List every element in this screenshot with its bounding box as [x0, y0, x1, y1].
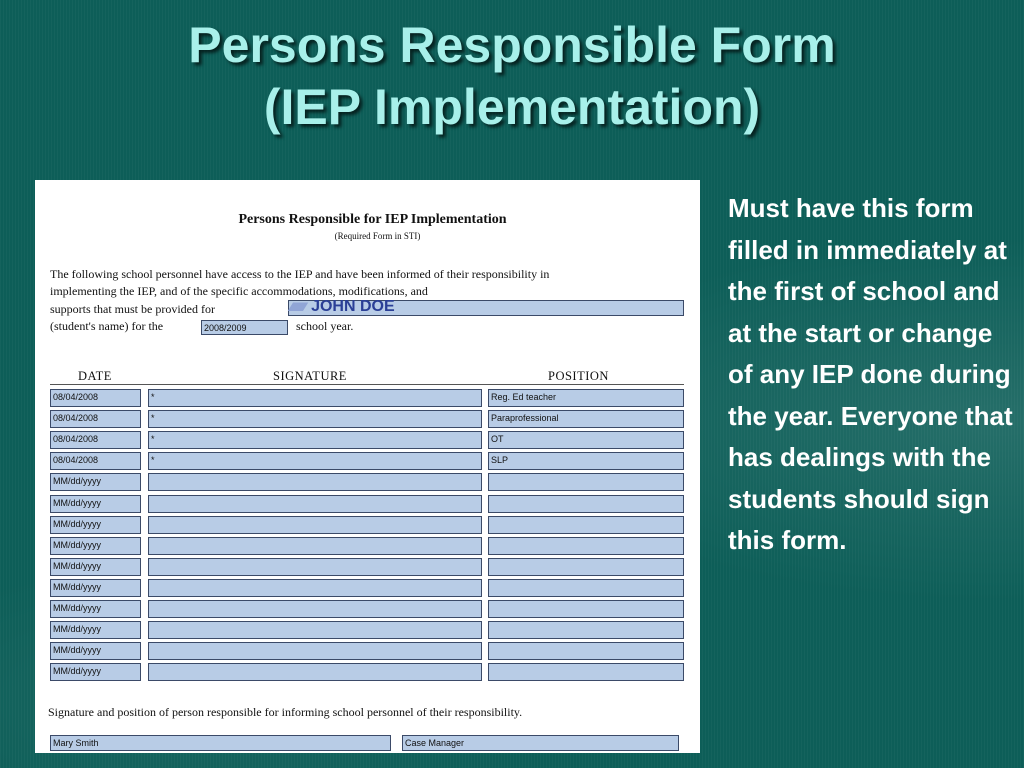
- side-note: Must have this form filled in immediately at the first of school and at the start or change of any IEP done during the year. Everyone that has dealings with the students should sign this form.: [728, 193, 1013, 555]
- intro-line-1: The following school personnel have access to the IEP and have been informed of their responsibility in: [50, 267, 550, 281]
- column-header-date: DATE: [78, 369, 112, 383]
- signature-field[interactable]: [148, 600, 482, 618]
- signature-field[interactable]: [148, 537, 482, 555]
- footer-note: Signature and position of person responsible for informing school personnel of their responsibility.: [48, 705, 523, 719]
- position-field[interactable]: [488, 579, 684, 597]
- slide-title-line-2: (IEP Implementation): [263, 79, 761, 135]
- column-header-signature: SIGNATURE: [273, 369, 347, 383]
- signature-field[interactable]: *: [148, 452, 482, 470]
- signature-field[interactable]: [148, 516, 482, 534]
- form-title: Persons Responsible for IEP Implementation: [238, 212, 507, 227]
- slide-title: [0, 14, 1024, 138]
- date-field[interactable]: MM/dd/yyyy: [50, 516, 141, 534]
- position-field[interactable]: [488, 537, 684, 555]
- date-field[interactable]: 08/04/2008: [50, 452, 141, 470]
- header-divider: [50, 384, 684, 385]
- slide-title-line-1: Persons Responsible Form: [188, 17, 836, 73]
- date-field[interactable]: MM/dd/yyyy: [50, 579, 141, 597]
- date-field[interactable]: MM/dd/yyyy: [50, 663, 141, 681]
- position-field[interactable]: Paraprofessional: [488, 410, 684, 428]
- intro-line-3: supports that must be provided for: [50, 302, 215, 316]
- form-subtitle: (Required Form in STI): [334, 231, 421, 241]
- position-field[interactable]: [488, 473, 684, 491]
- signature-field[interactable]: *: [148, 431, 482, 449]
- signature-field[interactable]: [148, 621, 482, 639]
- date-field[interactable]: 08/04/2008: [50, 410, 141, 428]
- date-field[interactable]: MM/dd/yyyy: [50, 642, 141, 660]
- responsible-position-field[interactable]: Case Manager: [402, 735, 679, 751]
- signature-field[interactable]: *: [148, 389, 482, 407]
- position-field[interactable]: [488, 516, 684, 534]
- signature-field[interactable]: [148, 579, 482, 597]
- signature-field[interactable]: [148, 663, 482, 681]
- date-field[interactable]: 08/04/2008: [50, 389, 141, 407]
- signature-field[interactable]: [148, 558, 482, 576]
- position-field[interactable]: [488, 621, 684, 639]
- position-field[interactable]: [488, 600, 684, 618]
- position-field[interactable]: [488, 642, 684, 660]
- intro-line-4a: (student's name) for the: [50, 319, 164, 333]
- intro-line-4b: school year.: [296, 319, 354, 333]
- date-field[interactable]: MM/dd/yyyy: [50, 495, 141, 513]
- intro-line-2: implementing the IEP, and of the specific accommodations, modifications, and: [50, 284, 428, 298]
- student-name-overlay: [290, 298, 550, 314]
- position-field[interactable]: [488, 558, 684, 576]
- column-header-position: POSITION: [548, 369, 609, 383]
- signature-field[interactable]: [148, 473, 482, 491]
- form-screenshot: [35, 180, 700, 753]
- signature-field[interactable]: [148, 495, 482, 513]
- date-field[interactable]: MM/dd/yyyy: [50, 473, 141, 491]
- signature-field[interactable]: *: [148, 410, 482, 428]
- position-field[interactable]: [488, 663, 684, 681]
- scribble-mark: ⁄⁄⁄⁄⁄⁄⁄⁄⁄⁄⁄⁄⁄⁄⁄: [290, 300, 306, 314]
- date-field[interactable]: 08/04/2008: [50, 431, 141, 449]
- date-field[interactable]: MM/dd/yyyy: [50, 537, 141, 555]
- date-field[interactable]: MM/dd/yyyy: [50, 600, 141, 618]
- position-field[interactable]: OT: [488, 431, 684, 449]
- position-field[interactable]: [488, 495, 684, 513]
- date-field[interactable]: MM/dd/yyyy: [50, 621, 141, 639]
- date-field[interactable]: MM/dd/yyyy: [50, 558, 141, 576]
- signature-field[interactable]: [148, 642, 482, 660]
- student-name-value: JOHN DOE: [311, 298, 395, 315]
- responsible-name-field[interactable]: Mary Smith: [50, 735, 391, 751]
- position-field[interactable]: SLP: [488, 452, 684, 470]
- school-year-field[interactable]: 2008/2009: [201, 320, 288, 335]
- position-field[interactable]: Reg. Ed teacher: [488, 389, 684, 407]
